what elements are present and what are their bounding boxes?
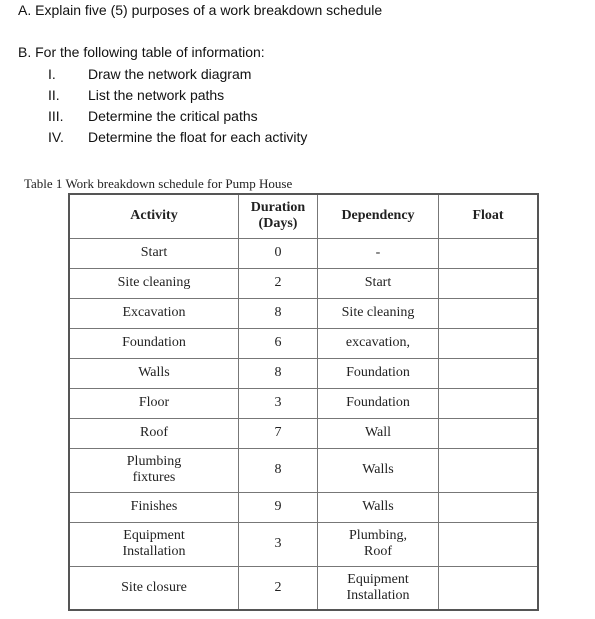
header-duration-line1: Duration [250,200,306,216]
cell-activity: Roof [69,418,239,448]
cell-duration: 9 [239,492,318,522]
cell-duration: 2 [239,566,318,610]
cell-duration: 2 [239,268,318,298]
cell-dependency: Start [318,268,439,298]
header-duration-line2: (Days) [258,216,298,232]
cell-duration: 0 [239,238,318,268]
cell-activity: Site cleaning [69,268,239,298]
table-row [69,492,538,522]
cell-duration: 6 [239,328,318,358]
sub-question-text: List the network paths [88,87,225,103]
header-float: Float [439,194,539,238]
cell-activity [69,448,239,492]
cell-activity: Floor [69,388,239,418]
table-row [69,418,538,448]
cell-dependency: Foundation [318,358,439,388]
question-a: A. Explain five (5) purposes of a work breakdown schedule [18,2,383,18]
cell-dependency-text: Equipment Installation [346,571,410,603]
cell-float [439,418,539,448]
cell-activity-text: Equipment Installation [122,528,186,559]
table-row [69,358,538,388]
cell-activity: Finishes [69,492,239,522]
cell-dependency [318,522,439,566]
work-breakdown-table [68,193,539,611]
cell-float [439,298,539,328]
table-row [69,238,538,268]
cell-activity: Site closure [69,566,239,610]
header-activity: Activity [69,194,239,238]
cell-dependency: Walls [318,448,439,492]
sub-question-number: I. [48,66,56,82]
cell-float [439,448,539,492]
cell-dependency: excavation, [318,328,439,358]
table-row [69,388,538,418]
cell-float [439,388,539,418]
cell-dependency: Wall [318,418,439,448]
cell-float [439,492,539,522]
sub-question-text: Determine the critical paths [88,108,258,124]
table-row [69,328,538,358]
table-row [69,298,538,328]
cell-activity-text: Plumbing fixtures [126,454,182,485]
sub-question-number: IV. [48,129,64,145]
table-row [69,268,538,298]
question-b: B. For the following table of information: [18,44,265,60]
cell-float [439,268,539,298]
table-row [69,522,538,566]
cell-activity: Start [69,238,239,268]
header-dependency: Dependency [318,194,439,238]
table-caption: Table 1 Work breakdown schedule for Pump House [24,176,293,191]
cell-dependency [318,566,439,610]
cell-dependency: Walls [318,492,439,522]
cell-duration: 3 [239,388,318,418]
cell-duration: 8 [239,448,318,492]
cell-duration: 8 [239,298,318,328]
table-row [69,448,538,492]
cell-duration: 8 [239,358,318,388]
sub-question-text: Draw the network diagram [88,66,252,82]
cell-activity: Foundation [69,328,239,358]
header-duration [239,194,318,238]
sub-question-number: III. [48,108,64,124]
table-row [69,566,538,610]
cell-dependency: Foundation [318,388,439,418]
cell-activity: Excavation [69,298,239,328]
cell-float [439,328,539,358]
cell-dependency: Site cleaning [318,298,439,328]
cell-activity [69,522,239,566]
cell-float [439,238,539,268]
cell-activity: Walls [69,358,239,388]
table-header-row [69,194,538,238]
cell-float [439,522,539,566]
sub-question-number: II. [48,87,60,103]
cell-dependency-text: Plumbing, Roof [349,528,407,559]
cell-float [439,358,539,388]
cell-duration: 3 [239,522,318,566]
sub-question-text: Determine the float for each activity [88,129,308,145]
cell-float [439,566,539,610]
cell-dependency: - [318,238,439,268]
cell-duration: 7 [239,418,318,448]
